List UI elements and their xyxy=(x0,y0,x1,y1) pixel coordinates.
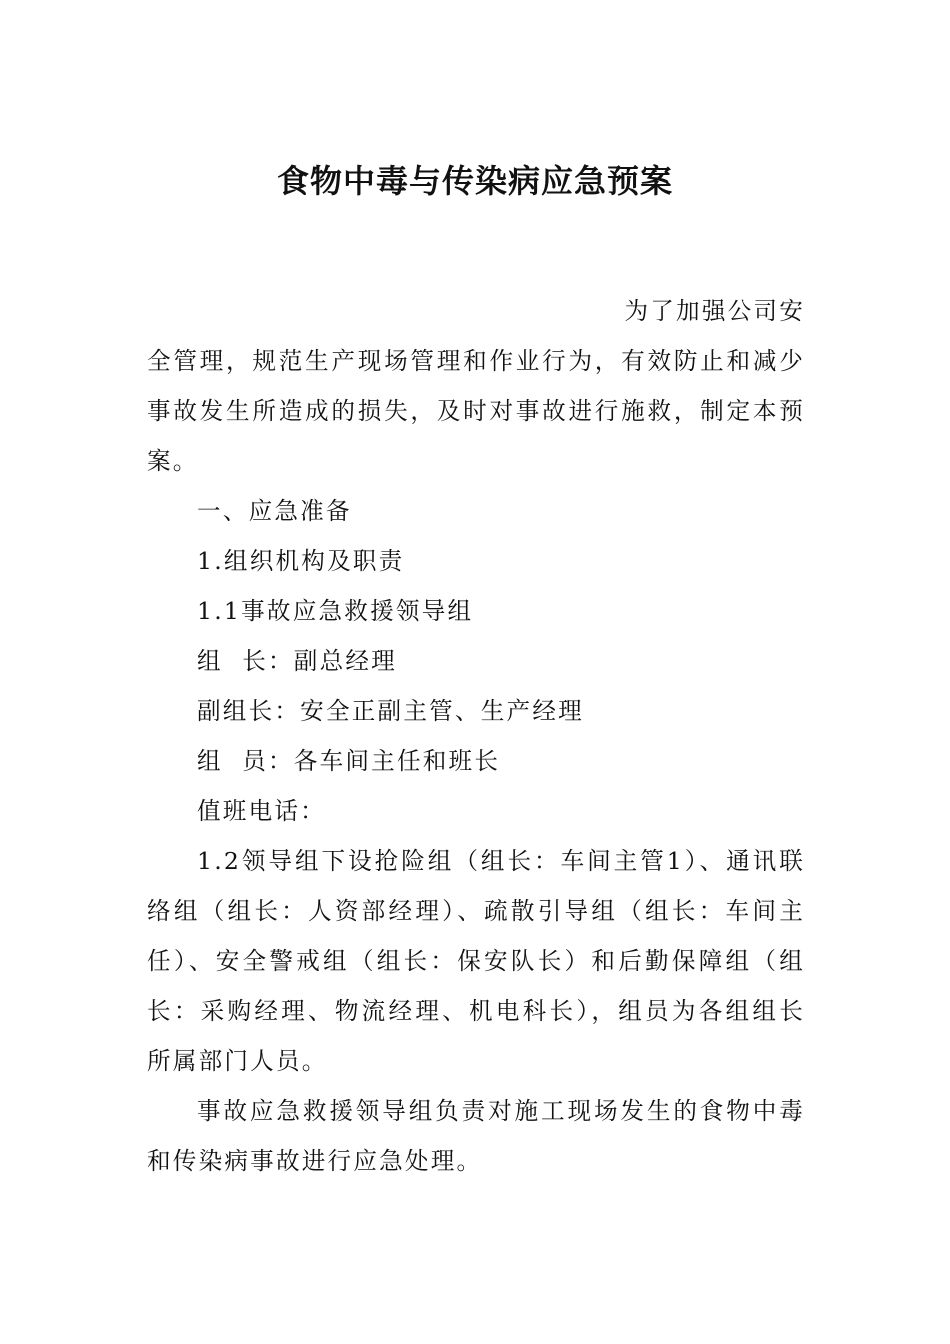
responsibility-paragraph: 事故应急救援领导组负责对施工现场发生的食物中毒和传染病事故进行应急处理。 xyxy=(147,1097,805,1175)
item-subgroups-paragraph: 1.2领导组下设抢险组（组长：车间主管1）、通讯联络组（组长：人资部经理）、疏散引导组（组长：车间主任）、安全警戒组（组长：保安队长）和后勤保障组（组长：采购经理、物流经理、机电科长），组员为各组组长所属部门人员。 xyxy=(147,847,805,1075)
members-line: 组 员：各车间主任和班长 xyxy=(197,747,501,775)
leader-line: 组 长：副总经理 xyxy=(197,647,397,675)
deputy-line: 副组长：安全正副主管、生产经理 xyxy=(197,697,584,725)
section-heading-emergency-preparation: 一、应急准备 xyxy=(197,497,352,525)
intro-first-line: 为了加强公司安 xyxy=(624,297,805,325)
item-leadership-group: 1.1事故应急救援领导组 xyxy=(197,597,474,625)
document-body xyxy=(147,286,805,1186)
item-organization: 1.组织机构及职责 xyxy=(197,547,405,575)
duty-phone-line: 值班电话： xyxy=(197,797,326,825)
document-title: 食物中毒与传染病应急预案 xyxy=(276,162,673,200)
intro-paragraph: 全管理，规范生产现场管理和作业行为，有效防止和减少事故发生所造成的损失，及时对事故进行施救，制定本预案。 xyxy=(147,347,805,475)
